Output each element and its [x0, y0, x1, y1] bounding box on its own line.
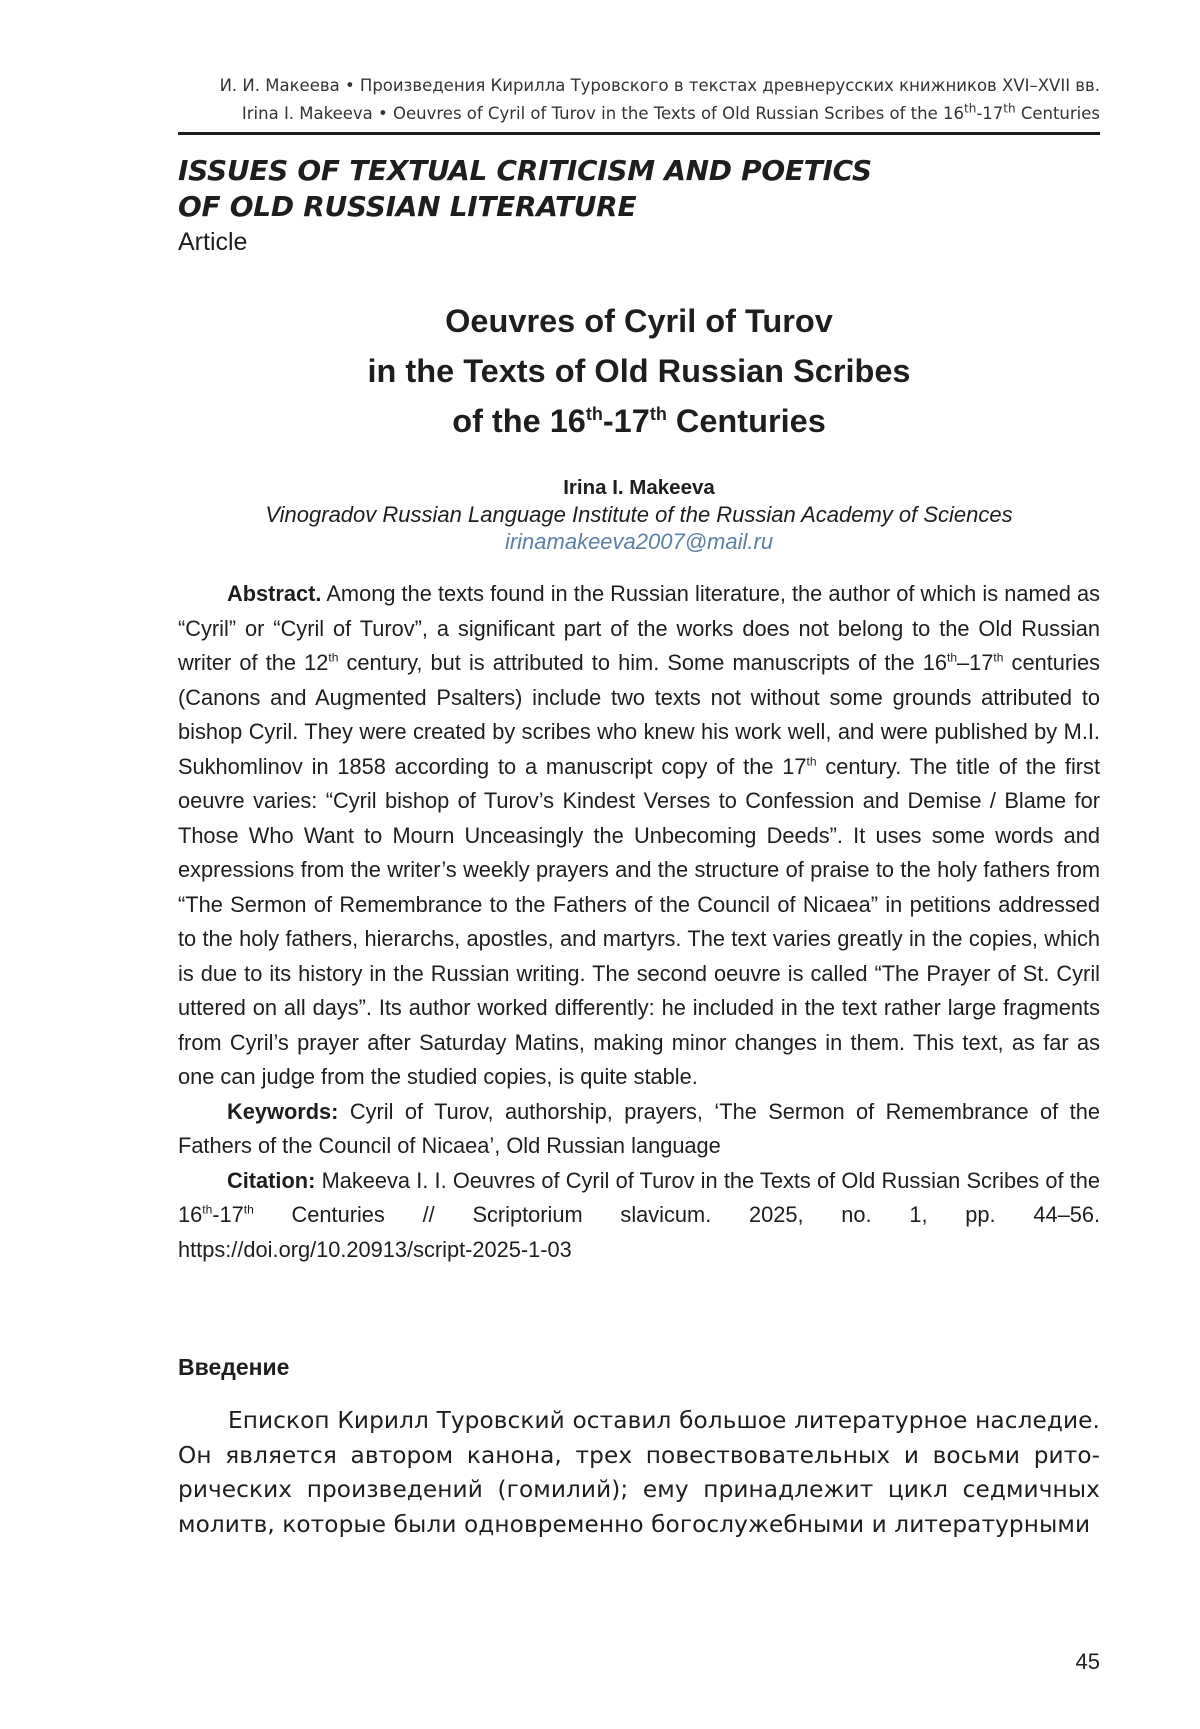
keywords-paragraph: [178, 1095, 1100, 1164]
article-title: [178, 296, 1100, 446]
section-heading: [178, 153, 1100, 225]
header-rule: [178, 132, 1100, 135]
citation-paragraph: Citation: Makeeva I. I. Oeuvres of Cyril of Turov in the Texts of Old Russian Scribes of the 16th-17th Centuries // Scriptorium slavicum. 2025, no. 1, pp. 44–56. https://doi.org/10.20913/script-2025-1-03: [178, 1167, 1100, 1262]
abstract-block: [178, 577, 1100, 1267]
running-head: [178, 72, 1100, 128]
intro-paragraph: Епископ Кирилл Туровский оставил большое литературное наследие. Он является автором канона, трех повествовательных и восьми риторических произведений (гомилий); ему принадлежит цикл седмичных молитв, которые были одновременно богослужебными и литературными: [178, 1407, 1100, 1538]
keywords-text: Cyril of Turov, authorship, prayers, ‘The Sermon of Remembrance of the Fathers of the Council of Nicaea’, Old Russian language: [178, 1098, 1100, 1158]
intro-body: [178, 1404, 1100, 1542]
running-head-ru: И. И. Макеева • Произведения Кирилла Туровского в текстах древнерусских книжников XVI–XVII вв.: [219, 76, 1100, 95]
page-number: 45: [1075, 1649, 1100, 1674]
author-affiliation: Vinogradov Russian Language Institute of the Russian Academy of Sciences: [265, 502, 1013, 527]
author-name: Irina I. Makeeva: [563, 476, 715, 499]
abstract-paragraph: Abstract. Among the texts found in the Russian literature, the author of which is named as “Cyril” or “Cyril of Turov”, a significant part of the works does not belong to the Old Russian writer of the 12th century, but is attributed to him. Some manuscripts of the 16th–17th centuries (Canons and Augmented Psalters) include two texts not without some grounds attributed to bishop Cyril. They were created by scribes who knew his work well, and were published by M.I. Sukhomlinov in 1858 according to a manuscript copy of the 17th century. The title of the first oeuvre varies: “Cyril bishop of Turov’s Kindest Verses to Confession and Demise / Blame for Those Who Want to Mourn Unceasingly the Unbecoming Deeds”. It uses some words and expressions from the writer’s weekly prayers and the structure of praise to the holy fathers from “The Sermon of Remembrance to the Fathers of the Council of Nicaea” in petitions addressed to the holy fathers, hierarchs, apostles, and martyrs. The text varies greatly in the copies, which is due to its history in the Russian writing. The second oeuvre is called “The Prayer of St. Cyril uttered on all days”. Its author worked differently: he included in the text rather large fragments from Cyril’s prayer after Saturday Matins, making minor changes in them. This text, as far as one can judge from the studied copies, is quite stable.: [178, 581, 1100, 1089]
citation-label: Citation:: [227, 1167, 316, 1193]
intro-heading: Введение: [178, 1354, 290, 1380]
title-line3: of the 16th-17th Centuries: [452, 403, 826, 439]
title-line2: in the Texts of Old Russian Scribes: [367, 353, 911, 389]
abstract-label: Abstract.: [227, 581, 322, 606]
title-line1: Oeuvres of Cyril of Turov: [445, 303, 833, 339]
section-heading-line2: OF OLD RUSSIAN LITERATURE: [178, 190, 637, 223]
article-type: Article: [178, 228, 248, 256]
running-head-en: Irina I. Makeeva • Oeuvres of Cyril of Turov in the Texts of Old Russian Scribes of the 16th-17th Centuries: [241, 101, 1100, 123]
author-email-link[interactable]: irinamakeeva2007@mail.ru: [504, 529, 774, 554]
section-heading-line1: ISSUES OF TEXTUAL CRITICISM AND POETICS: [178, 154, 872, 187]
keywords-label: Keywords:: [227, 1098, 339, 1124]
author-block: [178, 474, 1100, 555]
